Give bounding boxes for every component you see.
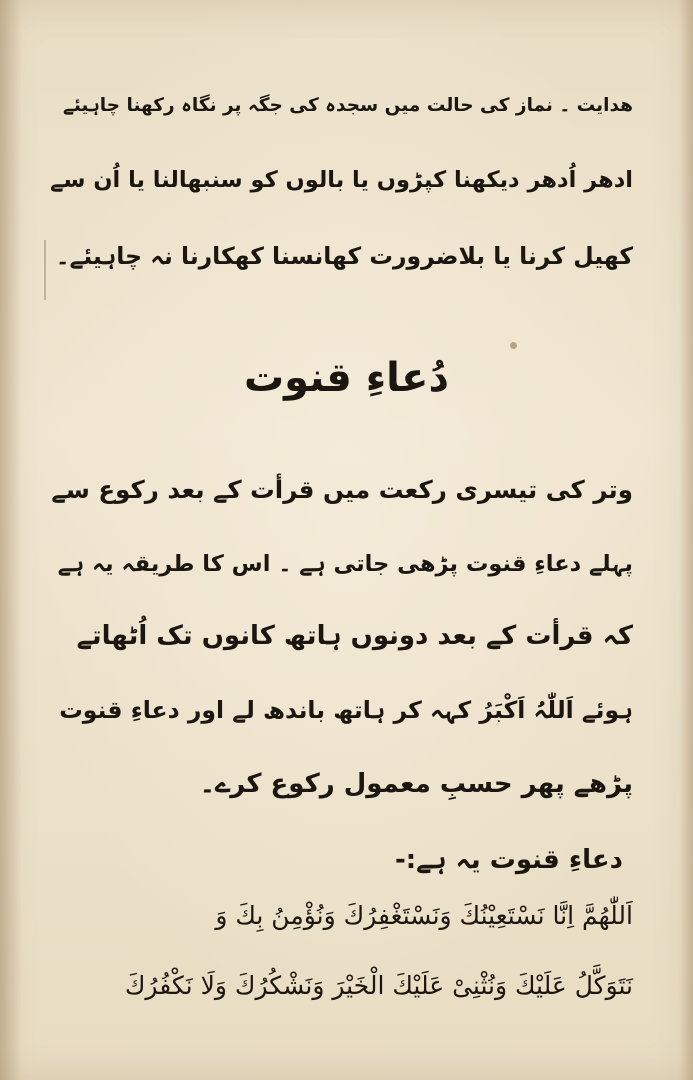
intro-line-3: کھیل کرنا یا بلاضرورت کھانسنا کھکارنا نہ چاہیئے۔	[55, 242, 633, 270]
body-line-5: پڑھے پھر حسبِ معمول رکوع کرے۔	[199, 769, 633, 799]
arabic-line-1: اَللّٰهُمَّ اِنَّا نَسْتَعِيْنُكَ وَنَسْتَغْفِرُكَ وَنُؤْمِنُ بِكَ وَ	[215, 901, 633, 930]
intro-line-2: ادھر اُدھر دیکھنا کپڑوں یا بالوں کو سنبھالنا یا اُن سے	[50, 167, 633, 193]
page-edge-left	[0, 0, 22, 1080]
paper-blemish	[510, 342, 517, 349]
binding-mark	[44, 240, 46, 300]
page-edge-right	[679, 0, 693, 1080]
section-heading: دُعاءِ قنوت	[243, 355, 450, 401]
body-line-2: پہلے دعاءِ قنوت پڑھی جاتی ہے ۔ اس کا طریقہ یہ ہے	[57, 551, 633, 577]
body-line-1: وتر کی تیسری رکعت میں قرأت کے بعد رکوع سے	[51, 475, 633, 504]
arabic-line-2: نَتَوَكَّلُ عَلَيْكَ وَنُثْنِىْ عَلَيْكَ الْخَيْرَ وَنَشْكُرُكَ وَلَا نَكْفُرُكَ	[124, 971, 633, 1000]
dua-label: دعاءِ قنوت یہ ہے:-	[394, 845, 623, 875]
body-line-3: کہ قرأت کے بعد دونوں ہاتھ کانوں تک اُٹھاتے	[76, 621, 633, 651]
body-line-4: ہوئے اَللّٰہُ اَکْبَرُ کہہ کر ہاتھ باندھ لے اور دعاءِ قنوت	[59, 696, 633, 724]
intro-line-1: ھدایت ۔ نماز کی حالت میں سجدہ کی جگہ پر نگاہ رکھنا چاہیئے	[63, 95, 633, 116]
